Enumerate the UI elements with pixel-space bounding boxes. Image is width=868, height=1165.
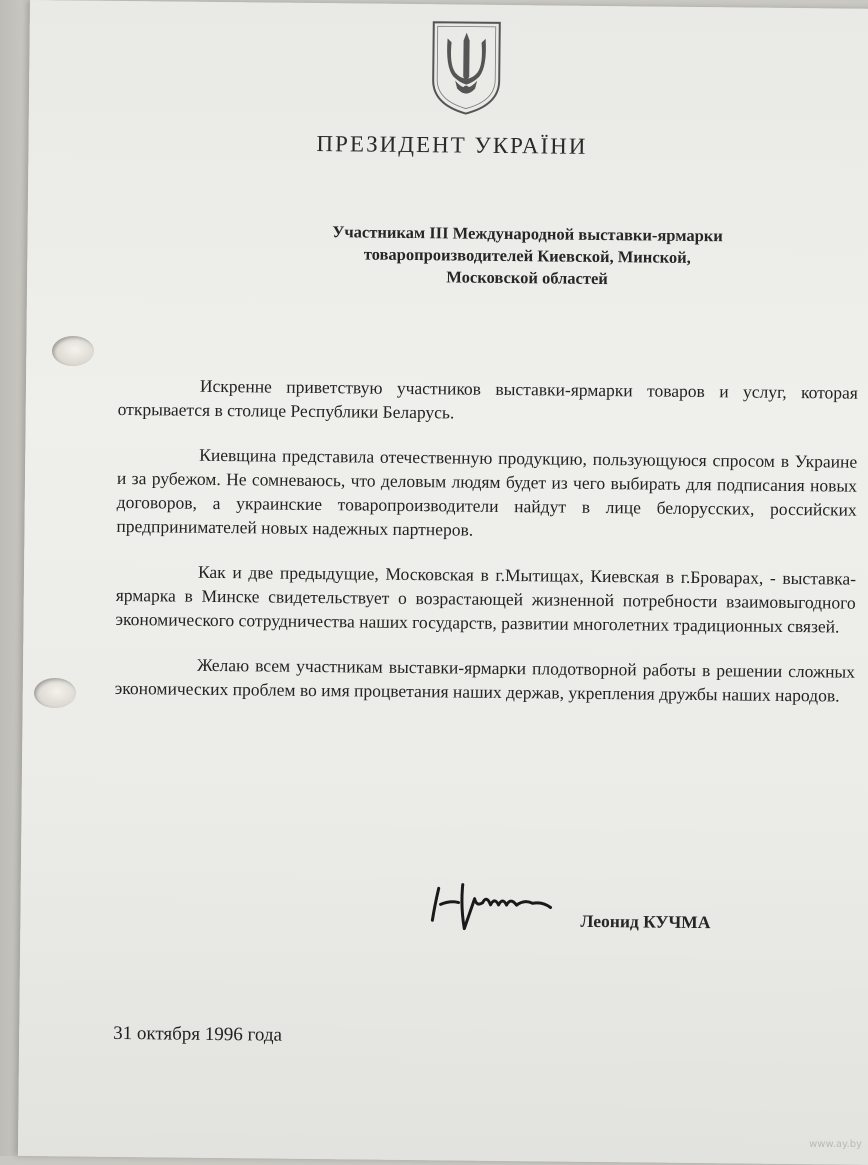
body-paragraph-1: Искренне приветствую участников выставки-ярмарки товаров и услуг, которая открывается в столице Республики Беларусь. bbox=[117, 375, 859, 423]
punch-hole-bottom bbox=[34, 678, 76, 708]
letter-page bbox=[18, 0, 868, 1165]
watermark: www.ay.by bbox=[809, 1139, 862, 1150]
punch-hole-top bbox=[52, 336, 94, 366]
signer-name: Леонид КУЧМА bbox=[580, 910, 711, 933]
body-paragraph-3: Как и две предыдущие, Московская в г.Мытищах, Киевская в г.Броварах, - выставка-ярмарка в Минске свидетельствует о возрастающей жизненной потребности взаимовыгодного экономического сотрудничества наших государств, развитии многолетних традиционных связей. bbox=[115, 561, 857, 637]
addressee-block: Участникам III Международной выставки-ярмарки товаропроизводителей Киевской, Минской, Московской областей bbox=[332, 222, 723, 289]
trident-emblem-icon bbox=[429, 18, 504, 117]
letterhead-title: ПРЕЗИДЕНТ УКРАЇНИ bbox=[316, 131, 588, 159]
letter-date: 31 октября 1996 года bbox=[113, 1022, 283, 1046]
body-paragraph-4: Желаю всем участникам выставки-ярмарки плодотворной работы в решении сложных экономических проблем во имя процветания наших держав, укрепления дружбы наших народов. bbox=[114, 654, 856, 706]
handwritten-signature bbox=[424, 876, 565, 937]
body-paragraph-2: Киевщина представила отечественную продукцию, пользующуюся спросом в Украине и за рубежом. Не сомневаюсь, что деловым людям будет из чего выбирать для подписания новых договоров, а украинские товаропроизводители найдут в лице белорусских, российских предпринимателей новых надежных партнеров. bbox=[116, 444, 858, 540]
letter-body bbox=[114, 373, 858, 729]
